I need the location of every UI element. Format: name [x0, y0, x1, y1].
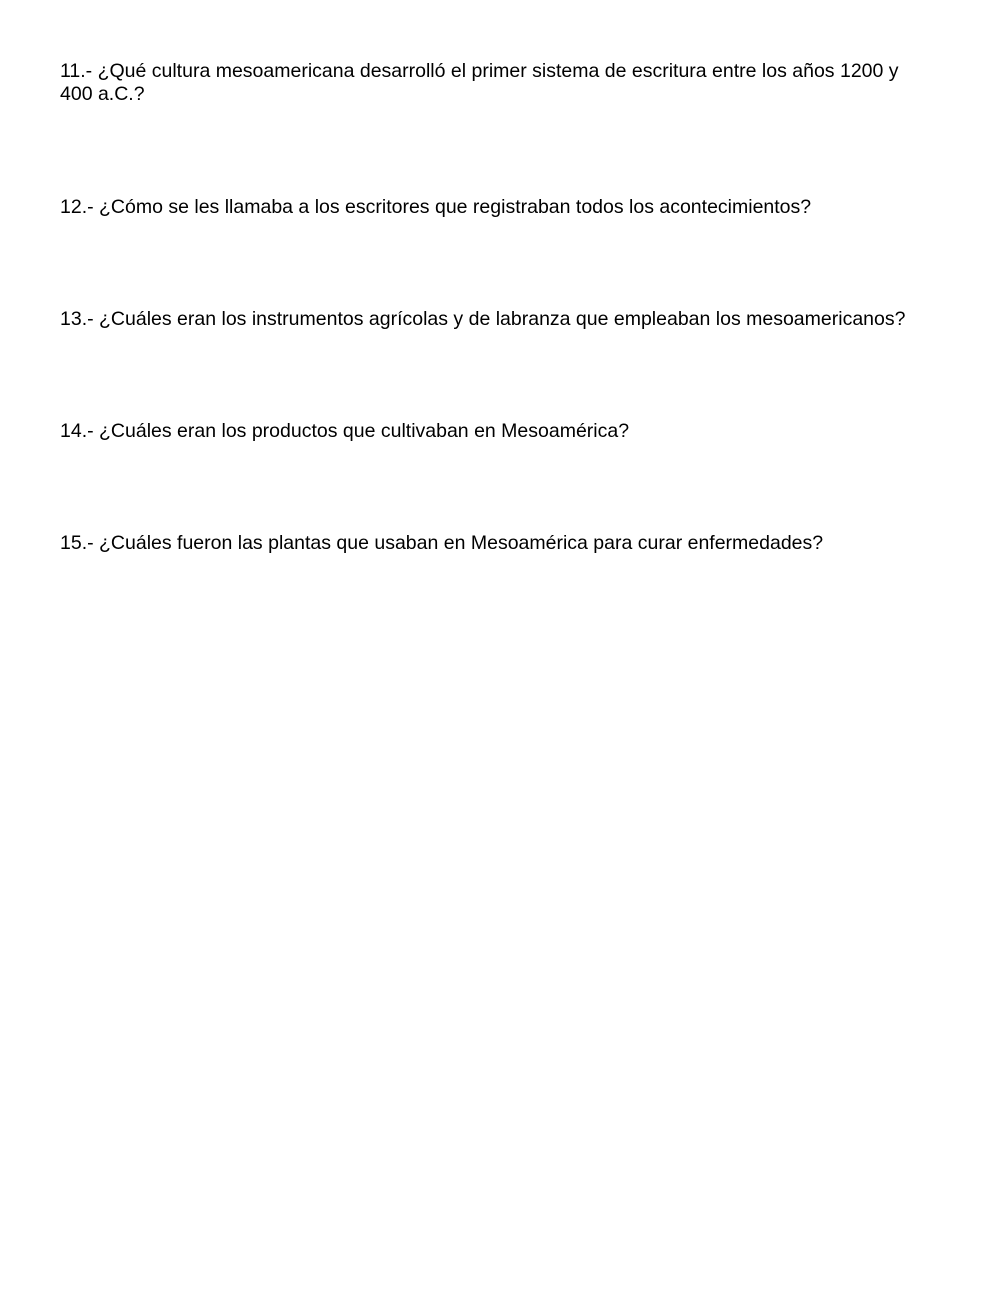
- question-14: 14.- ¿Cuáles eran los productos que cultivaban en Mesoamérica?: [60, 420, 630, 442]
- question-13: 13.- ¿Cuáles eran los instrumentos agrícolas y de labranza que empleaban los mesoamericanos?: [60, 308, 906, 330]
- question-11: 11.- ¿Qué cultura mesoamericana desarrolló el primer sistema de escritura entre los años 1200 y 400 a.C.?: [60, 60, 899, 105]
- question-15: 15.- ¿Cuáles fueron las plantas que usaban en Mesoamérica para curar enfermedades?: [60, 532, 824, 554]
- question-12: 12.- ¿Cómo se les llamaba a los escritores que registraban todos los acontecimientos?: [60, 196, 812, 218]
